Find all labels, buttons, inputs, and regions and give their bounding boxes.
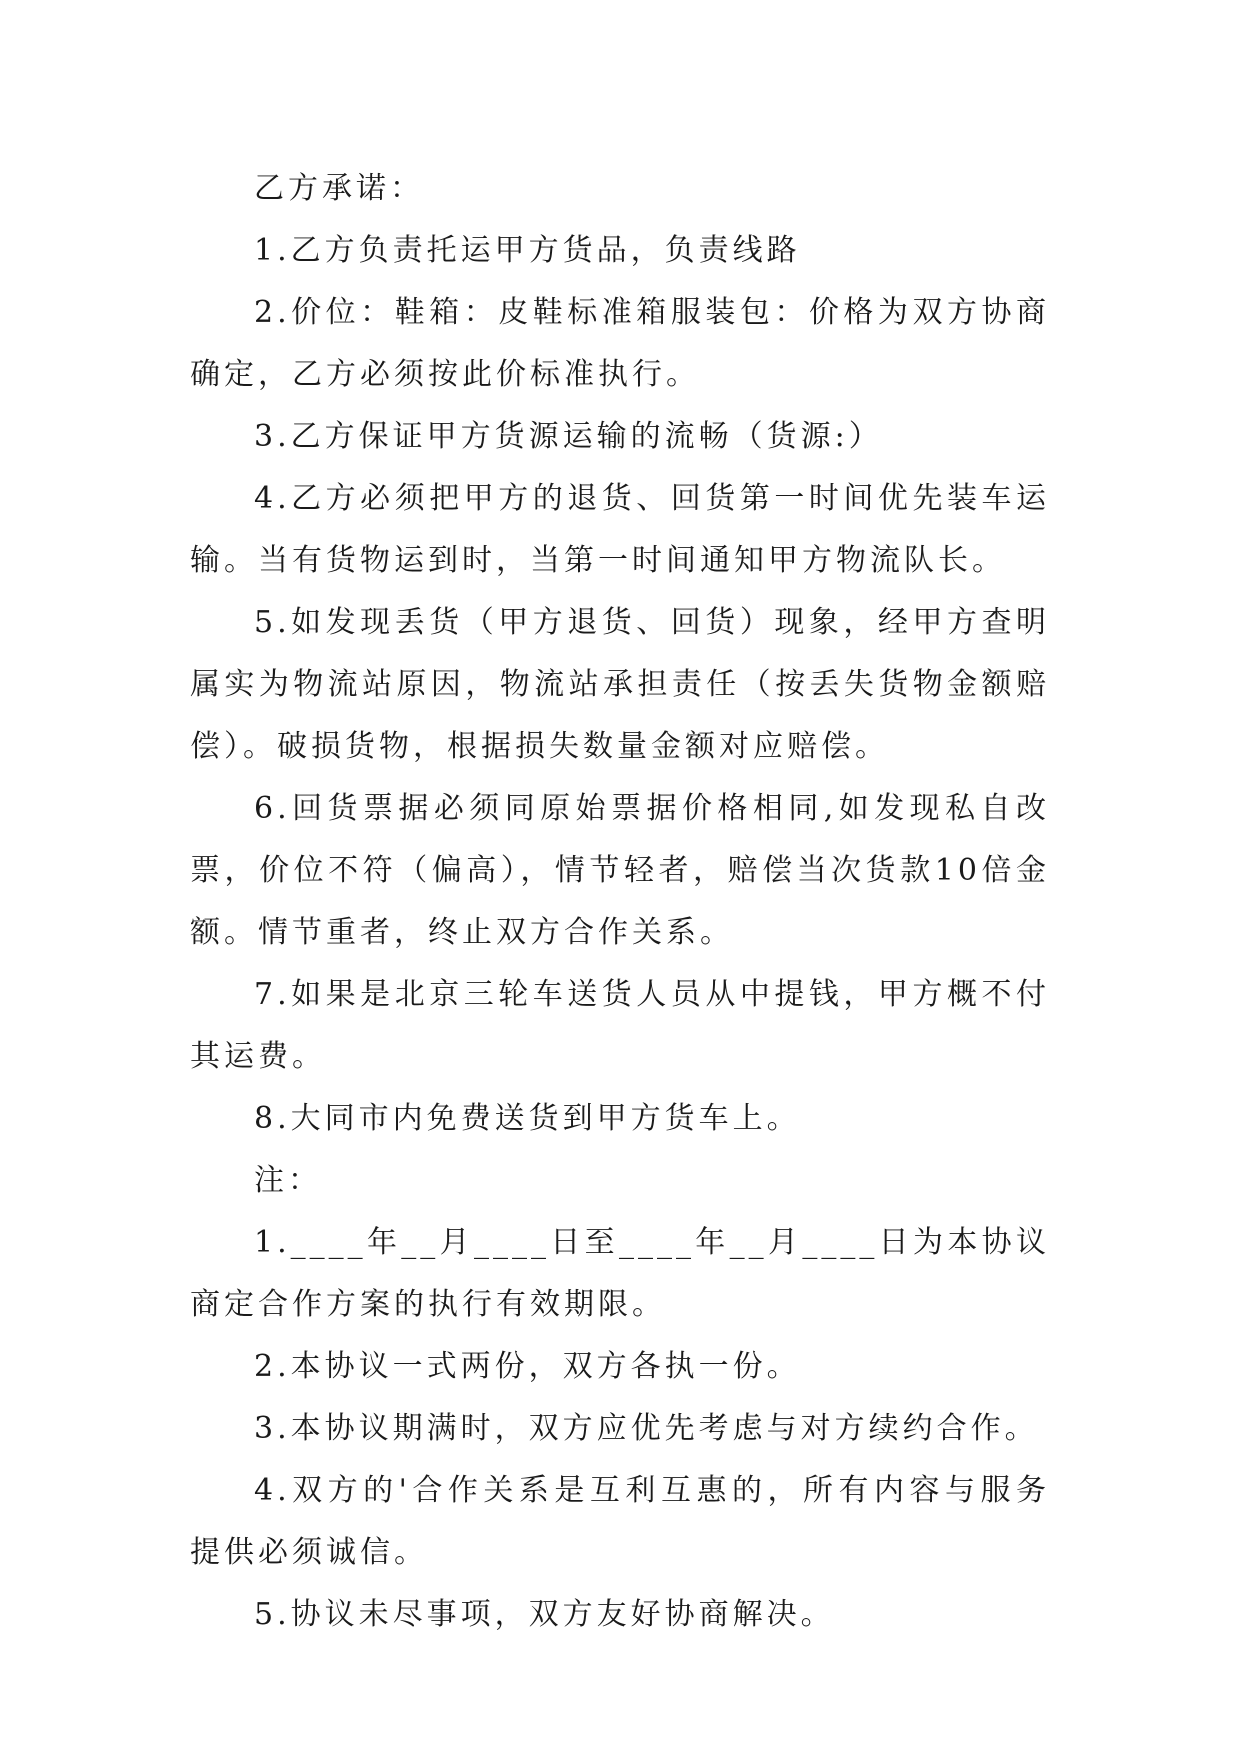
paragraph-heading-notes: 注：	[254, 1163, 322, 1198]
paragraph-heading-party-b-commitments: 乙方承诺：	[254, 171, 424, 206]
paragraph-clause-3: 3.乙方保证甲方货源运输的流畅（货源:）	[254, 419, 883, 454]
paragraph-clause-6: 6.回货票据必须同原始票据价格相同,如发现私自改票，价位不符（偏高），情节轻者，赔偿当次货款10倍金额。情节重者，终止双方合作关系。	[190, 791, 1050, 950]
paragraph-note-1: 1.____年__月____日至____年__月____日为本协议商定合作方案的执行有效期限。	[190, 1225, 1050, 1322]
document-body	[190, 158, 1050, 1646]
paragraph-note-3: 3.本协议期满时，双方应优先考虑与对方续约合作。	[254, 1411, 1039, 1446]
paragraph-note-2: 2.本协议一式两份，双方各执一份。	[254, 1349, 801, 1384]
paragraph-note-5: 5.协议未尽事项，双方友好协商解决。	[254, 1597, 835, 1632]
paragraph-clause-5: 5.如发现丢货（甲方退货、回货）现象，经甲方查明属实为物流站原因，物流站承担责任（按丢失货物金额赔偿）。破损货物，根据损失数量金额对应赔偿。	[190, 605, 1050, 764]
paragraph-clause-7: 7.如果是北京三轮车送货人员从中提钱，甲方概不付其运费。	[190, 977, 1050, 1074]
paragraph-clause-1: 1.乙方负责托运甲方货品，负责线路	[254, 233, 801, 268]
paragraph-note-4: 4.双方的'合作关系是互利互惠的，所有内容与服务提供必须诚信。	[190, 1473, 1050, 1570]
paragraph-clause-8: 8.大同市内免费送货到甲方货车上。	[254, 1101, 801, 1136]
paragraph-clause-2: 2.价位：鞋箱：皮鞋标准箱服装包：价格为双方协商确定，乙方必须按此价标准执行。	[190, 295, 1050, 392]
paragraph-clause-4: 4.乙方必须把甲方的退货、回货第一时间优先装车运输。当有货物运到时，当第一时间通知甲方物流队长。	[190, 481, 1050, 578]
